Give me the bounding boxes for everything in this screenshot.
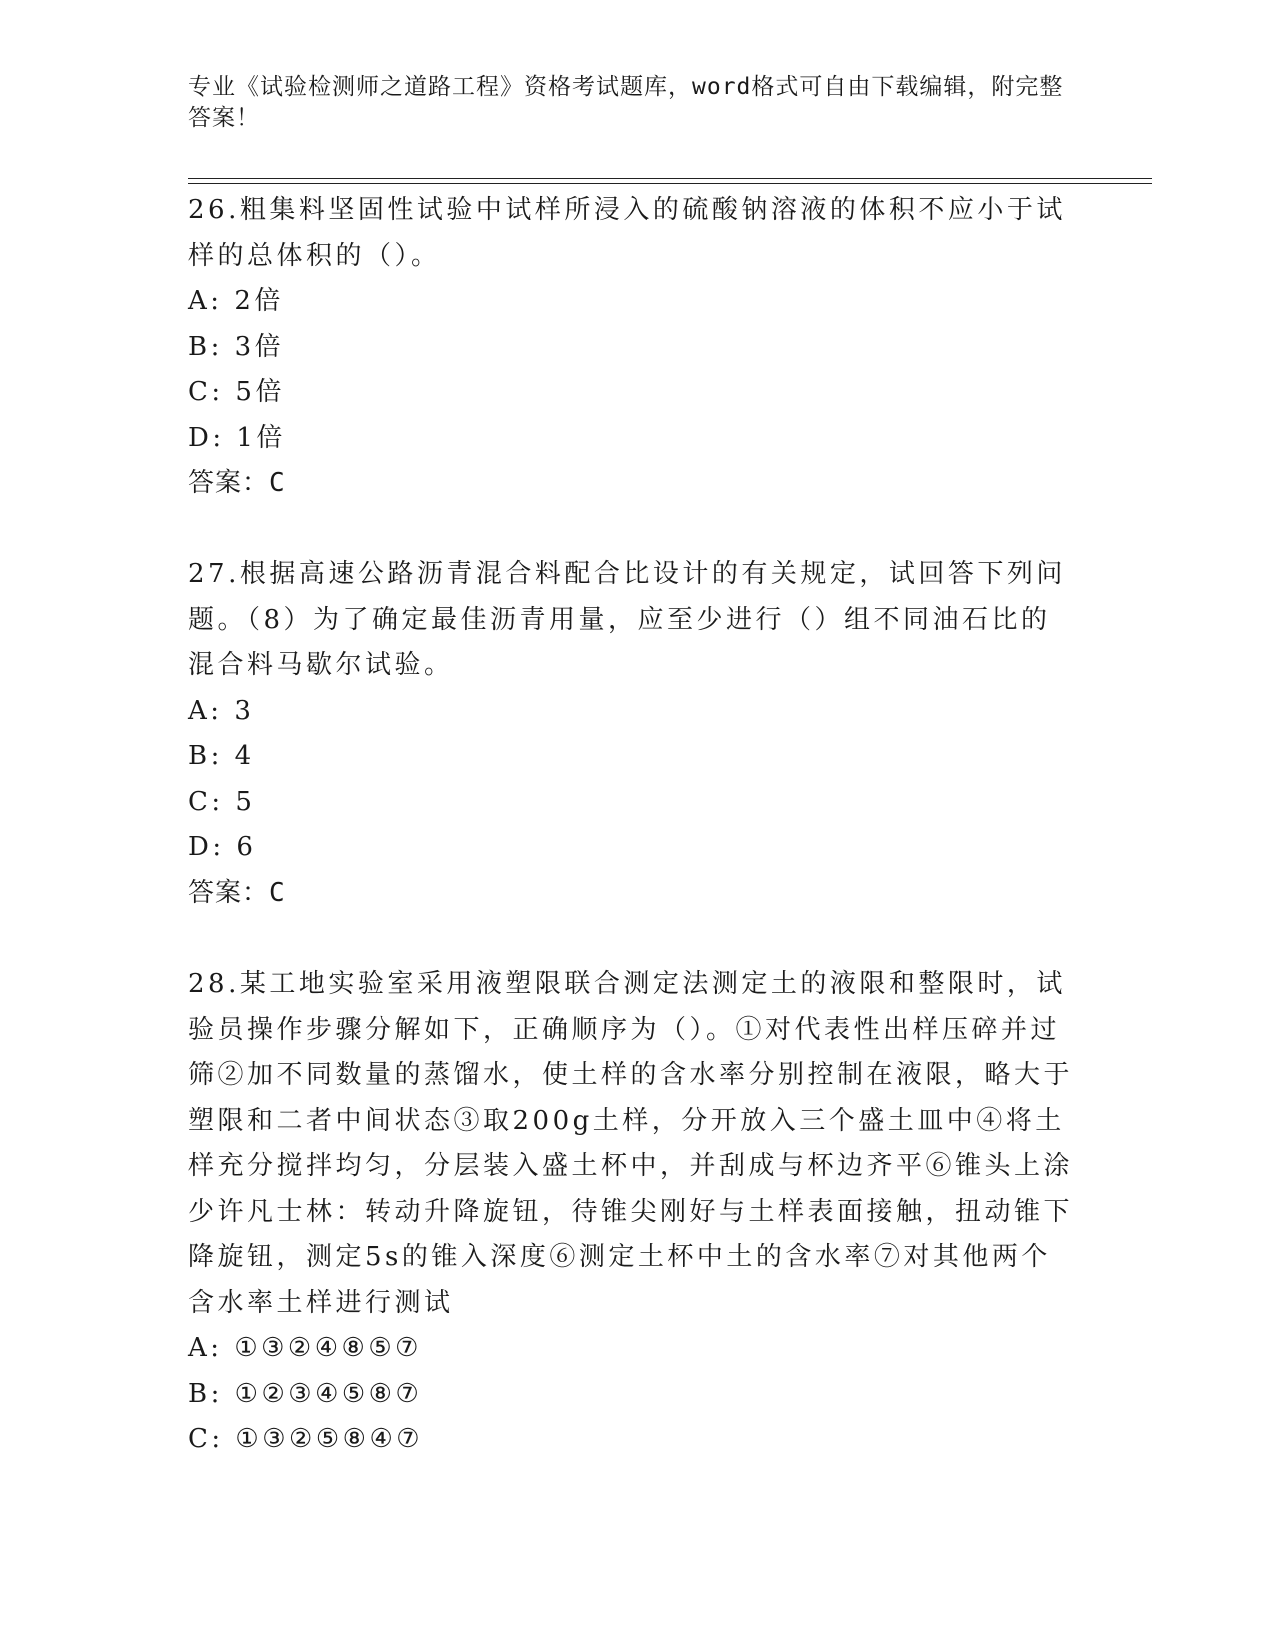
option-text: 4 bbox=[234, 741, 255, 771]
option-c bbox=[188, 780, 1078, 826]
option-b bbox=[188, 1372, 1078, 1418]
header-intro-text: 专业《试验检测师之道路工程》资格考试题库，word格式可自由下载编辑，附完整答案！ bbox=[188, 74, 1064, 131]
option-key: B: bbox=[188, 741, 223, 771]
option-d bbox=[188, 825, 1078, 871]
option-key: A: bbox=[188, 1333, 223, 1363]
option-key: C: bbox=[188, 786, 224, 817]
option-text: ①③②④⑧⑤⑦ bbox=[234, 1333, 422, 1363]
option-key: B: bbox=[188, 331, 223, 362]
option-key: C: bbox=[188, 1424, 224, 1454]
option-a bbox=[188, 689, 1078, 735]
question-26 bbox=[188, 188, 1078, 507]
option-text: 2倍 bbox=[234, 286, 284, 316]
option-key: A: bbox=[188, 286, 223, 316]
option-a bbox=[188, 279, 1078, 325]
option-a bbox=[188, 1326, 1078, 1372]
option-text: 1倍 bbox=[236, 422, 286, 453]
option-key: C: bbox=[188, 377, 224, 407]
question-stem: 27.根据高速公路沥青混合料配合比设计的有关规定，试回答下列问题。（8）为了确定最佳沥青用量，应至少进行（）组不同油石比的混合料马歇尔试验。 bbox=[188, 559, 1066, 680]
header-divider-top bbox=[188, 178, 1152, 179]
header-divider-bottom bbox=[188, 183, 1152, 184]
option-text: ①②③④⑤⑧⑦ bbox=[234, 1378, 423, 1409]
option-key: D: bbox=[188, 422, 225, 453]
option-c bbox=[188, 370, 1078, 416]
option-key: B: bbox=[188, 1378, 223, 1409]
option-b bbox=[188, 325, 1078, 371]
option-text: 5 bbox=[235, 786, 256, 817]
question-27 bbox=[188, 552, 1078, 916]
question-stem: 28.某工地实验室采用液塑限联合测定法测定土的液限和整限时，试验员操作步骤分解如下，正确顺序为（）。①对代表性出样压碎并过筛②加不同数量的蒸馏水，使土样的含水率分别控制在液限，略大于塑限和二者中间状态③取200g土样，分开放入三个盛土皿中④将土样充分搅拌均匀，分层装入盛土杯中，并刮成与杯边齐平⑥锥头上涂少许凡士林：转动升降旋钮，待锥尖刚好与土样表面接触，扭动锥下降旋钮，测定5s的锥入深度⑥测定土杯中土的含水率⑦对其他两个含水率土样进行测试 bbox=[188, 969, 1074, 1318]
option-text: 3倍 bbox=[234, 331, 285, 362]
option-c bbox=[188, 1417, 1078, 1463]
question-stem: 26.粗集料坚固性试验中试样所浸入的硫酸钠溶液的体积不应小于试样的总体积的（）。 bbox=[188, 195, 1066, 271]
option-b bbox=[188, 734, 1078, 780]
option-key: D: bbox=[188, 832, 225, 862]
answer-line: 答案：C bbox=[188, 877, 286, 908]
option-d bbox=[188, 416, 1078, 462]
document-header bbox=[188, 72, 1068, 134]
option-text: 6 bbox=[236, 832, 257, 862]
question-28 bbox=[188, 962, 1078, 1463]
answer-line: 答案：C bbox=[188, 468, 286, 498]
option-text: 3 bbox=[234, 695, 255, 726]
option-text: 5倍 bbox=[235, 377, 285, 407]
option-key: A: bbox=[188, 695, 223, 726]
option-text: ①③②⑤⑧④⑦ bbox=[235, 1424, 424, 1454]
